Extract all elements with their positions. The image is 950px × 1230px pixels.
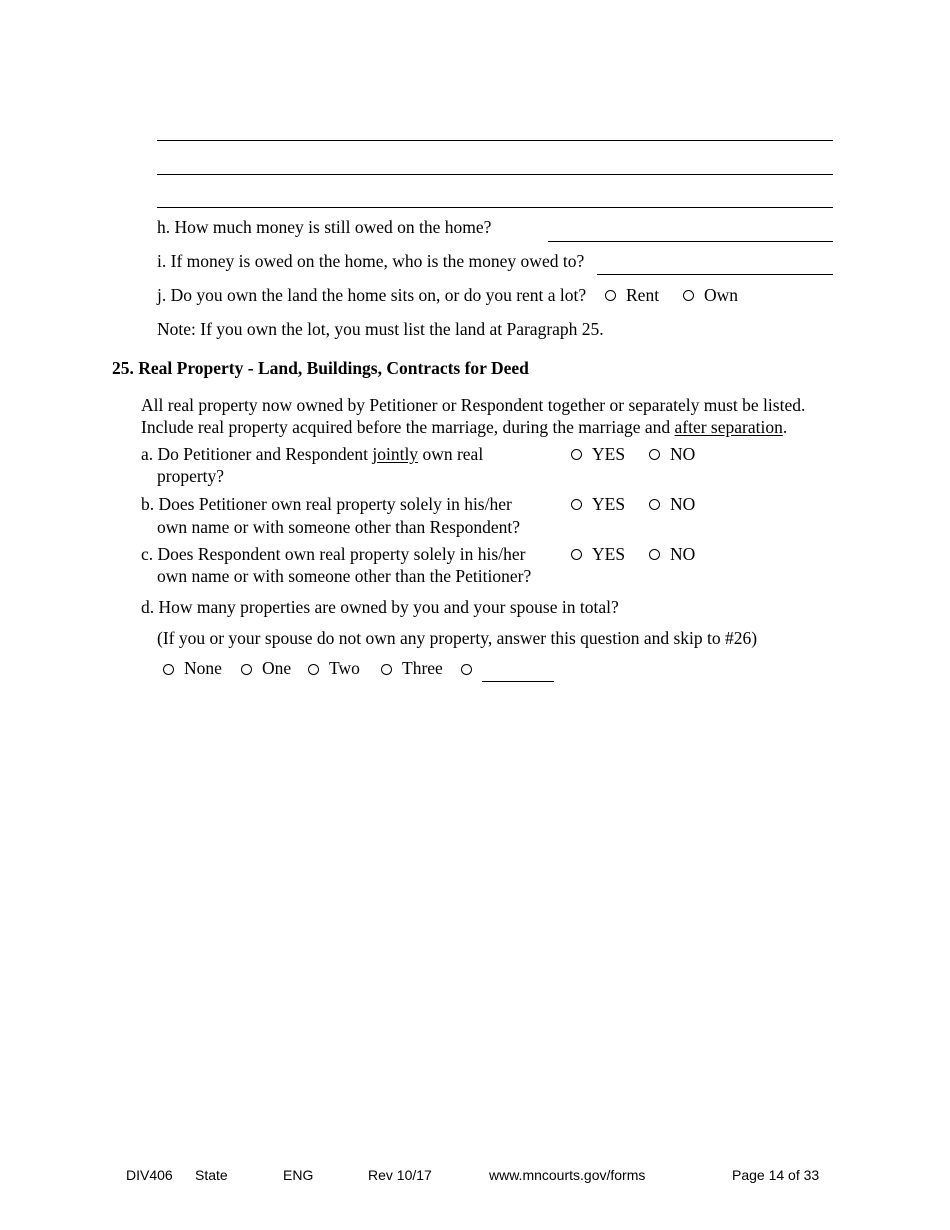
footer-website-link[interactable]: www.mncourts.gov/forms <box>489 1167 646 1183</box>
question-a-text-end: own real <box>418 444 484 464</box>
question-a-yes-radio[interactable] <box>571 449 582 460</box>
question-a-line-1 <box>141 443 483 465</box>
question-b-line-2: own name or with someone other than Respondent? <box>157 517 521 537</box>
answer-line-3[interactable] <box>157 207 833 208</box>
rent-label: Rent <box>626 285 660 305</box>
question-c-no-radio[interactable] <box>649 549 660 560</box>
count-two-radio[interactable] <box>308 664 319 675</box>
section-25-heading: 25. Real Property - Land, Buildings, Contracts for Deed <box>112 358 529 378</box>
amount-owed-field[interactable] <box>548 241 833 242</box>
question-c-line-1: c. Does Respondent own real property solely in his/her <box>141 544 526 564</box>
question-c-no-label: NO <box>670 544 696 564</box>
count-other-field[interactable] <box>482 681 554 682</box>
rent-radio[interactable] <box>605 290 616 301</box>
lot-note: Note: If you own the lot, you must list the land at Paragraph 25. <box>157 319 604 339</box>
count-none-label: None <box>184 658 222 678</box>
question-a-text: a. Do Petitioner and Respondent <box>141 444 373 464</box>
footer-page-number: Page 14 of 33 <box>732 1167 820 1183</box>
intro-line-1: All real property now owned by Petitioner or Respondent together or separately must be listed. <box>141 395 806 415</box>
question-d: d. How many properties are owned by you and your spouse in total? <box>141 597 619 617</box>
answer-line-2[interactable] <box>157 174 833 175</box>
count-one-radio[interactable] <box>241 664 252 675</box>
footer-language: ENG <box>283 1167 314 1183</box>
count-one-label: One <box>262 658 292 678</box>
question-a-no-label: NO <box>670 444 696 464</box>
after-separation-underlined: after separation <box>674 417 783 437</box>
question-h: h. How much money is still owed on the home? <box>157 217 492 237</box>
own-label: Own <box>704 285 739 305</box>
footer-form-id: DIV406 <box>126 1167 173 1183</box>
question-b-no-radio[interactable] <box>649 499 660 510</box>
question-j: j. Do you own the land the home sits on, or do you rent a lot? <box>157 285 587 305</box>
question-a-yes-label: YES <box>592 444 626 464</box>
question-b-line-1: b. Does Petitioner own real property solely in his/her <box>141 494 512 514</box>
question-b-no-label: NO <box>670 494 696 514</box>
intro-line-2-text: Include real property acquired before the marriage, during the marriage and <box>141 417 675 437</box>
count-two-label: Two <box>329 658 360 678</box>
question-a-no-radio[interactable] <box>649 449 660 460</box>
question-c-line-2: own name or with someone other than the Petitioner? <box>157 566 532 586</box>
count-other-radio[interactable] <box>461 664 472 675</box>
intro-line-2-period: . <box>782 417 788 437</box>
question-b-yes-label: YES <box>592 494 626 514</box>
count-none-radio[interactable] <box>163 664 174 675</box>
footer-revision: Rev 10/17 <box>368 1167 432 1183</box>
count-three-label: Three <box>402 658 443 678</box>
count-three-radio[interactable] <box>381 664 392 675</box>
question-a-line-2: property? <box>157 466 225 486</box>
question-c-yes-radio[interactable] <box>571 549 582 560</box>
jointly-underlined: jointly <box>372 444 419 464</box>
footer-jurisdiction: State <box>195 1167 228 1183</box>
answer-line-1[interactable] <box>157 140 833 141</box>
lender-field[interactable] <box>597 274 833 275</box>
own-radio[interactable] <box>683 290 694 301</box>
question-c-yes-label: YES <box>592 544 626 564</box>
question-d-note: (If you or your spouse do not own any property, answer this question and skip to #26) <box>157 628 758 648</box>
question-b-yes-radio[interactable] <box>571 499 582 510</box>
intro-line-2 <box>141 416 787 438</box>
question-i: i. If money is owed on the home, who is the money owed to? <box>157 251 585 271</box>
